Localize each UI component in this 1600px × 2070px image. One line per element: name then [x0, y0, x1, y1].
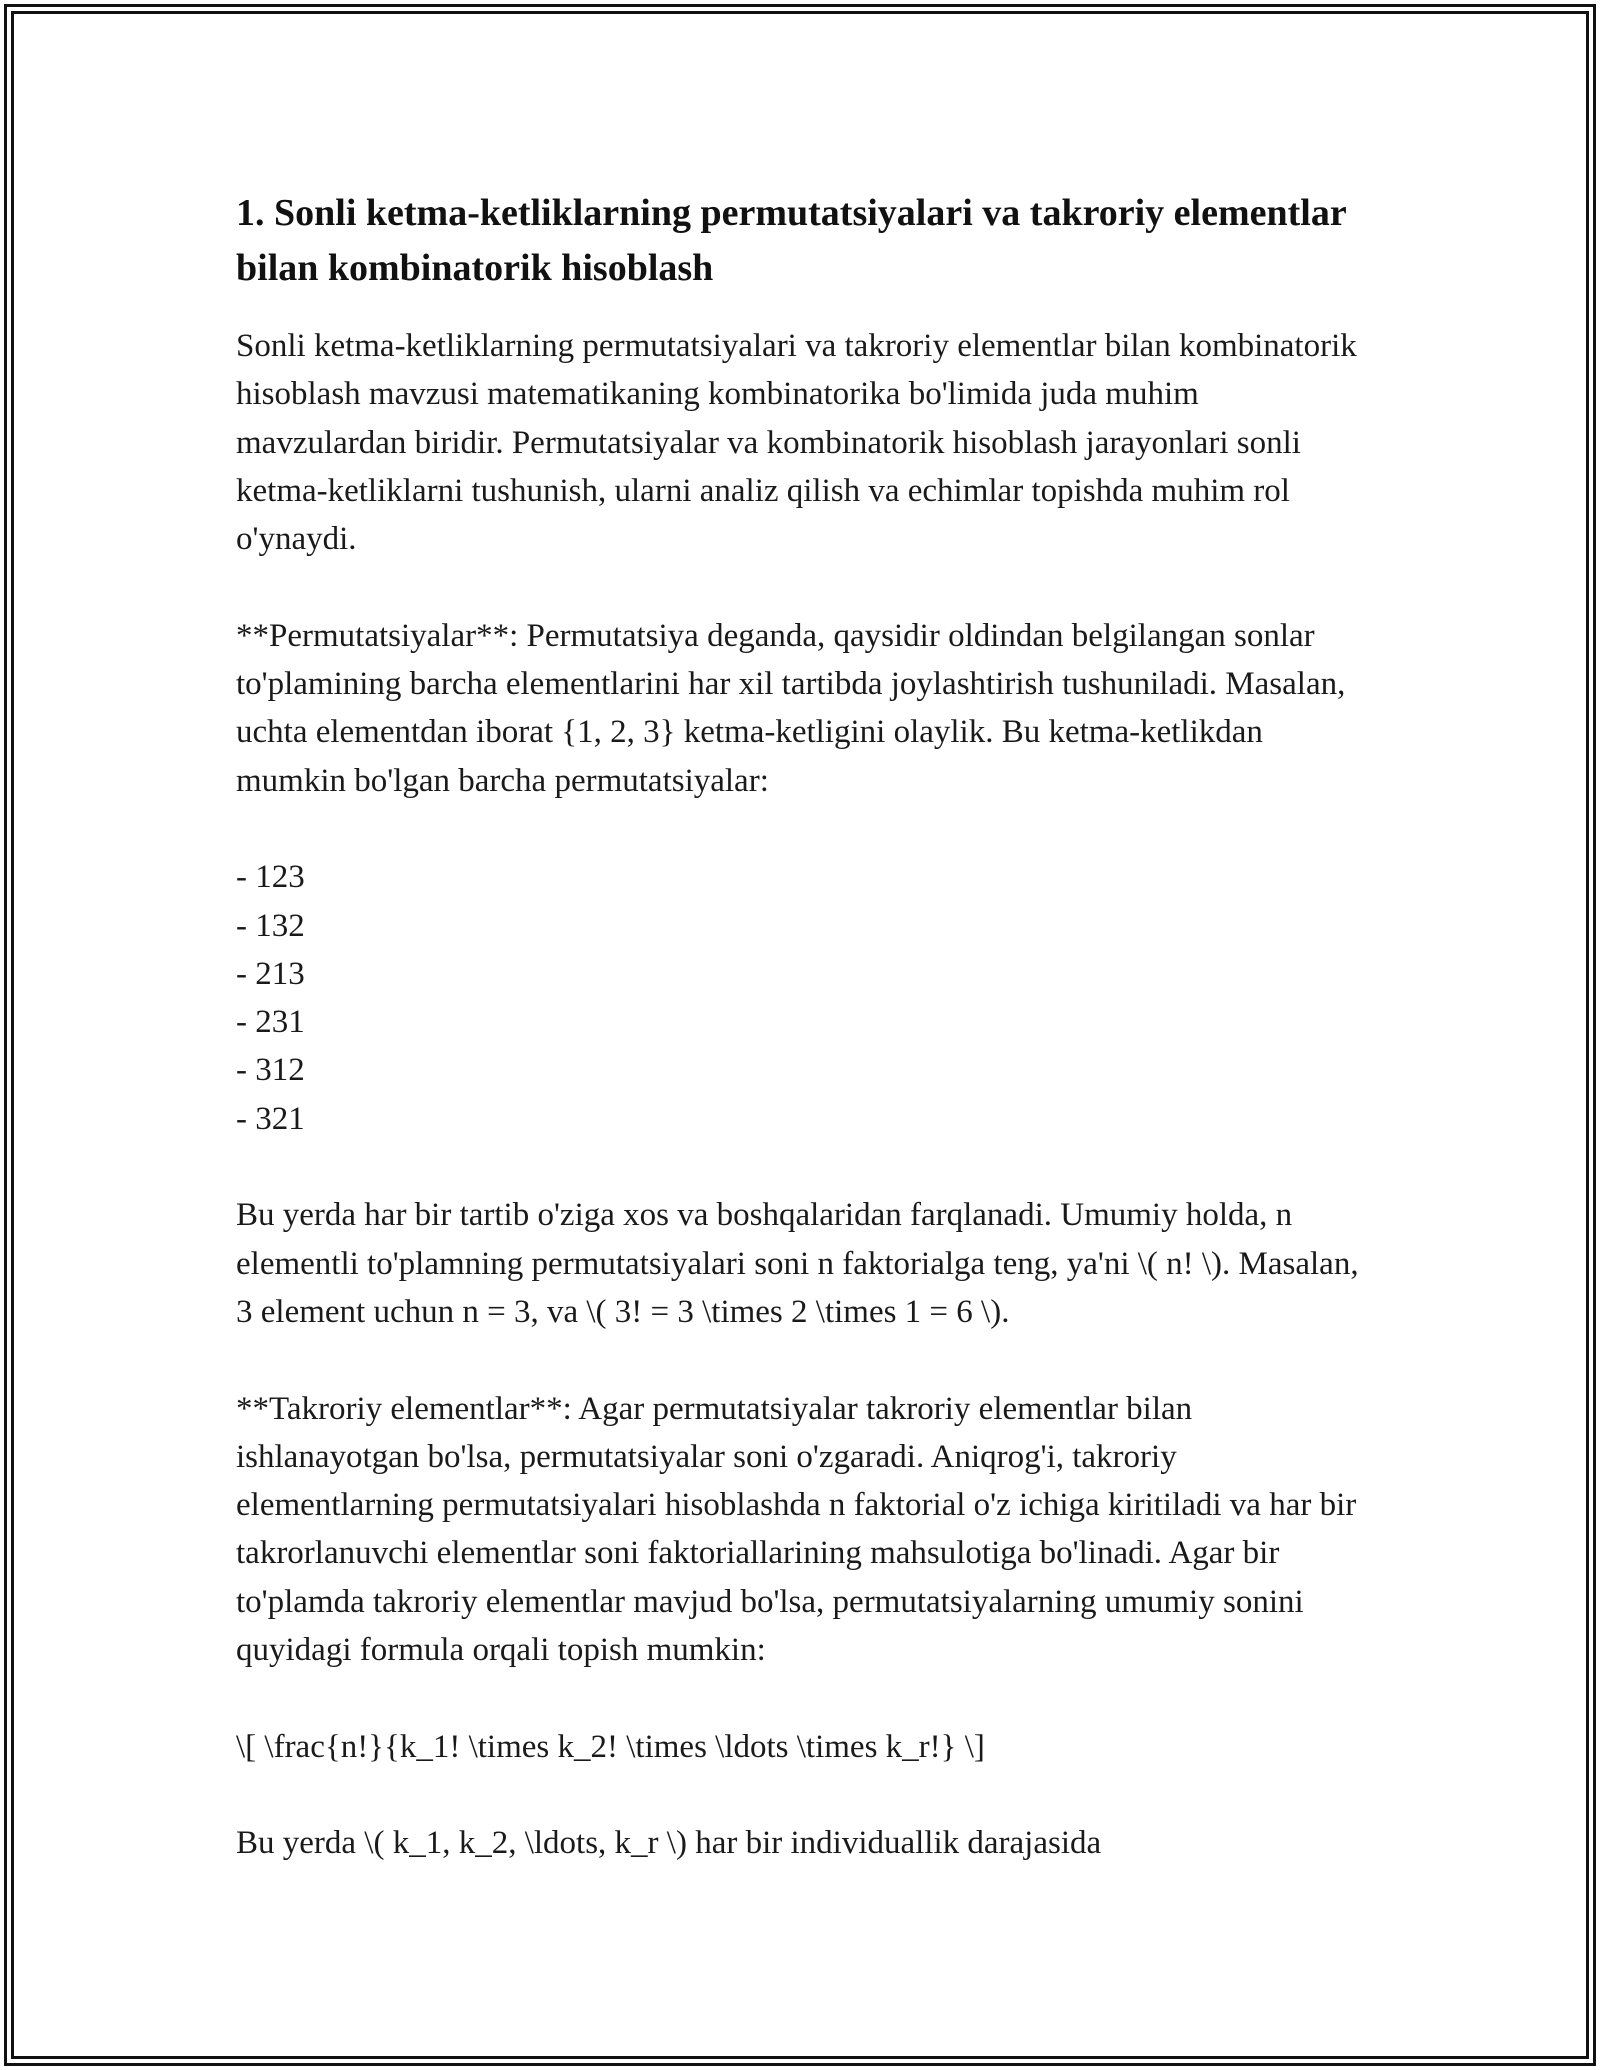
- list-item: - 321: [236, 1100, 305, 1137]
- paragraph-gap: [236, 563, 1376, 611]
- paragraph-gap: [236, 1143, 1376, 1191]
- paragraph-gap: [236, 1771, 1376, 1819]
- list-item: - 132: [236, 907, 305, 944]
- factorial-paragraph: Bu yerda har bir tartib o'ziga xos va boshqalaridan farqlanadi. Umumiy holda, n elementli to'plamning permutatsiyalari soni n faktorialga teng, ya'ni \( n! \). Masalan, 3 element uchun n = 3, va \( 3! = 3 \times 2 \times 1 = 6 \).: [236, 1197, 1359, 1330]
- permutations-list: [236, 853, 1376, 1143]
- paragraph-gap: [236, 805, 1376, 853]
- list-item: - 123: [236, 859, 305, 896]
- list-item: - 312: [236, 1052, 305, 1089]
- paragraph-gap: [236, 1674, 1376, 1722]
- permutations-paragraph: **Permutatsiyalar**: Permutatsiya deganda, qaysidir oldindan belgilangan sonlar to'plamining barcha elementlarini har xil tartibda joylashtirish tushuniladi. Masalan, uchta elementdan iborat {1, 2, 3} ketma-ketligini olaylik. Bu ketma-ketlikdan mumkin bo'lgan barcha permutatsiyalar:: [236, 617, 1346, 799]
- intro-paragraph: Sonli ketma-ketliklarning permutatsiyalari va takroriy elementlar bilan kombinatorik hisoblash mavzusi matematikaning kombinatorika bo'limida juda muhim mavzulardan biridir. Permutatsiyalar va kombinatorik hisoblash jarayonlari sonli ketma-ketliklarni tushunish, ularni analiz qilish va echimlar topishda muhim rol o'ynaydi.: [236, 328, 1357, 558]
- list-item: - 231: [236, 1004, 305, 1041]
- section-heading: 1. Sonli ketma-ketliklarning permutatsiyalari va takroriy elementlar bilan kombinatorik hisoblash: [236, 192, 1347, 289]
- document-body: [236, 186, 1376, 1868]
- repeated-elements-paragraph: **Takroriy elementlar**: Agar permutatsiyalar takroriy elementlar bilan ishlanayotgan bo'lsa, permutatsiyalar soni o'zgaradi. Aniqrog'i, takroriy elementlarning permutatsiyalari hisoblashda n faktorial o'z ichiga kiritiladi va har bir takrorlanuvchi elementlar soni faktoriallarining mahsulotiga bo'linadi. Agar bir to'plamda takroriy elementlar mavjud bo'lsa, permutatsiyalarning umumiy sonini quyidagi formula orqali topish mumkin:: [236, 1390, 1357, 1669]
- closing-paragraph: Bu yerda \( k_1, k_2, \ldots, k_r \) har bir individuallik darajasida: [236, 1825, 1102, 1862]
- formula-line: \[ \frac{n!}{k_1! \times k_2! \times \ldots \times k_r!} \]: [236, 1728, 985, 1765]
- list-item: - 213: [236, 955, 305, 992]
- paragraph-gap: [236, 1336, 1376, 1384]
